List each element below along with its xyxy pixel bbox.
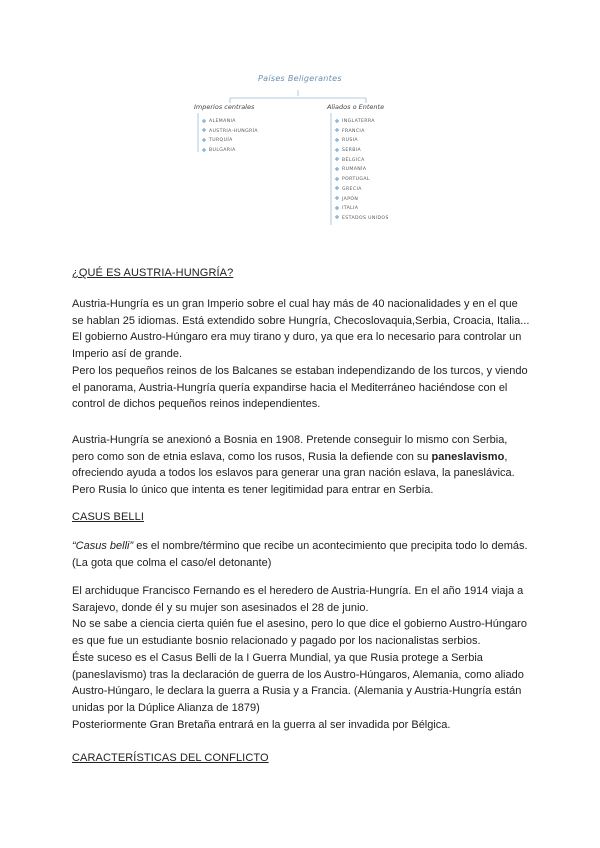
paragraph: Austria-Hungría es un gran Imperio sobre el cual hay más de 40 nacionalidades y en el que se hablan 25 idiomas. Está extendido sobre Hungría, Checoslovaquia,Serbia, Croacia, Italia... [72, 298, 530, 327]
entente-label: Aliados o Entente [327, 103, 385, 111]
bullet-icon [202, 147, 207, 152]
paragraph: “Casus belli” es el nombre/término que recibe un acontecimiento que precipita todo lo demás. (La gota que colma el caso/el detonante) [72, 540, 528, 569]
paragraph: Austria-Hungría se anexionó a Bosnia en 1908. Pretende conseguir lo mismo con Serbia, pero como son de etnia eslava, como los rusos, Rusia la defiende con su paneslavismo, ofreciendo ayuda a todos los eslavos para generar una gran nación eslava, la paneslávica. Pero Rusia lo único que intenta es tener legitimidad para entrar en Serbia. [72, 434, 515, 497]
section2-definition [72, 538, 532, 571]
list-item: RUSIA [335, 136, 389, 146]
central-powers-list [202, 117, 258, 156]
bullet-icon [335, 147, 340, 152]
central-powers-label: Imperios centrales [194, 103, 255, 111]
diagram-title: Países Beligerantes [258, 74, 342, 83]
list-item: FRANCIA [335, 127, 389, 137]
list-item: ESTADOS UNIDOS [335, 214, 389, 224]
paragraph: Éste suceso es el Casus Belli de la I Guerra Mundial, ya que Rusia protege a Serbia (paneslavismo) tras la declaración de guerra de los Austro-Húngaros, Alemania, como aliado Austro-Húngaro, le declara la guerra a Rusia y a Francia. (Alemania y Austria-Hungría están unidas por la Dúplice Alianza de 1879) [72, 651, 524, 714]
paragraph: Posteriormente Gran Bretaña entrará en la guerra al ser invadida por Bélgica. [72, 718, 451, 731]
bullet-icon [202, 138, 207, 143]
bullet-icon [335, 186, 340, 191]
bullet-icon [335, 128, 340, 133]
bullet-icon [335, 118, 340, 123]
bullet-icon [335, 205, 340, 210]
entente-list [335, 117, 389, 224]
list-item: TURQUÍA [202, 136, 258, 146]
section1-body [72, 296, 532, 413]
list-item: INGLATERRA [335, 117, 389, 127]
paragraph: Pero los pequeños reinos de los Balcanes se estaban independizando de los turcos, y viendo el panorama, Austria-Hungría quería expandirse hacia el Mediterráneo haciéndose con el control de dichos pequeños reinos independientes. [72, 364, 528, 411]
list-item: BÉLGICA [335, 156, 389, 166]
list-item: RUMANÍA [335, 165, 389, 175]
bullet-icon [335, 167, 340, 172]
paneslavismo-term: paneslavismo [431, 450, 505, 463]
list-item: AUSTRIA-HUNGRÍA [202, 127, 258, 137]
paragraph: El archiduque Francisco Fernando es el heredero de Austria-Hungría. En el año 1914 viaja a Sarajevo, donde él y su mujer son asesinados el 28 de junio. [72, 585, 524, 614]
bullet-icon [202, 128, 207, 133]
bullet-icon [335, 176, 340, 181]
list-item: JAPÓN [335, 195, 389, 205]
section1-paragraph-bosnia [72, 432, 532, 499]
list-item: GRECIA [335, 185, 389, 195]
list-item: ITALIA [335, 204, 389, 214]
heading-austria-hungria: ¿QUÉ ES AUSTRIA-HUNGRÍA? [72, 267, 234, 279]
bullet-icon [335, 138, 340, 143]
heading-casus-belli: CASUS BELLI [72, 511, 145, 523]
paragraph: El gobierno Austro-Húngaro era muy tirano y duro, ya que era lo necesario para controlar un Imperio así de grande. [72, 331, 522, 361]
bullet-icon [335, 215, 340, 220]
list-item: SERBIA [335, 146, 389, 156]
heading-caracteristicas: CARACTERÍSTICAS DEL CONFLICTO [72, 752, 269, 764]
list-item: PORTUGAL [335, 175, 389, 185]
list-item: BULGARIA [202, 146, 258, 156]
paragraph: No se sabe a ciencia cierta quién fue el asesino, pero lo que dice el gobierno Austro-Húngaro es que fue un estudiante bosnio relacionado y pagado por los nacionalistas serbios. [72, 618, 527, 648]
casus-belli-term: “Casus belli” [72, 540, 134, 552]
section2-body [72, 583, 532, 733]
bullet-icon [335, 196, 340, 201]
list-item: ALEMANIA [202, 117, 258, 127]
belligerents-diagram [190, 72, 420, 237]
bullet-icon [335, 157, 340, 162]
bullet-icon [202, 118, 207, 123]
